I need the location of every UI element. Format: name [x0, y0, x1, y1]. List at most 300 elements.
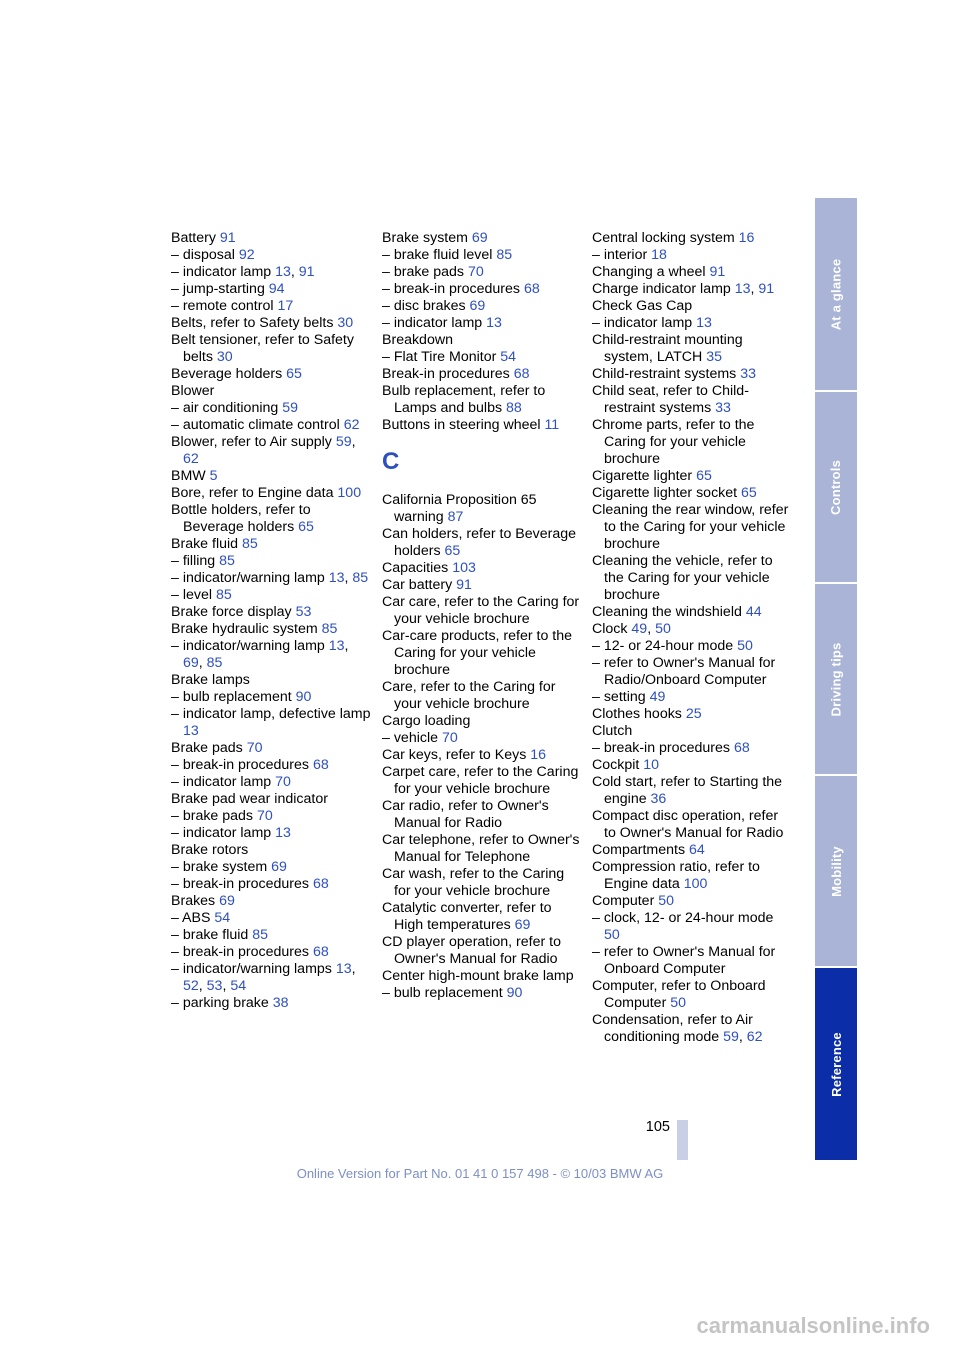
index-entry [171, 774, 371, 791]
index-term: Condensation, refer to Air conditioning mode [592, 1012, 753, 1045]
page-reference-link[interactable]: 13 [328, 570, 345, 586]
index-term: – break-in procedures [171, 876, 313, 892]
page-reference-link[interactable]: 38 [272, 995, 289, 1011]
index-term: – indicator/warning lamp [171, 638, 329, 654]
page-reference-link[interactable]: 65 [286, 366, 302, 382]
index-entry [171, 536, 371, 553]
index-term: California Proposition 65 warning [382, 492, 537, 525]
page-reference-link[interactable]: 59 [723, 1029, 739, 1045]
index-term: – break-in procedures [592, 740, 734, 756]
index-term: – air conditioning [171, 400, 283, 416]
index-term: Computer, refer to Onboard Computer [592, 978, 766, 1011]
index-term: Cargo loading [382, 713, 471, 729]
index-entry [382, 866, 582, 900]
page-reference-link[interactable]: 69 [183, 655, 199, 671]
index-term: – interior [592, 247, 652, 263]
index-entry [382, 366, 582, 383]
index-entry: – indicator/warning lamp 13, 69, 85 [171, 638, 349, 671]
page-reference-link[interactable]: 49 [649, 689, 666, 705]
page-reference-link[interactable]: 5 [209, 468, 218, 484]
index-letter-heading: C [382, 448, 400, 475]
page-reference-link[interactable]: 87 [447, 509, 464, 525]
page-reference-link[interactable]: 64 [688, 842, 705, 858]
page-reference-link[interactable]: 25 [685, 706, 702, 722]
index-column-2 [382, 230, 582, 1002]
page-reference-link[interactable]: 85 [219, 553, 235, 569]
tab-label: Reference [828, 1031, 844, 1097]
page-reference-link[interactable]: 62 [183, 451, 199, 467]
page-reference-link[interactable]: 100 [683, 876, 708, 892]
page-reference-link[interactable]: 69 [514, 917, 531, 933]
tab-at-a-glance[interactable] [815, 198, 857, 390]
page-number: 105 [645, 1119, 670, 1135]
index-term: Compression ratio, refer to Engine data [592, 859, 760, 892]
index-term: Buttons in steering wheel [382, 417, 545, 433]
index-entry [382, 730, 582, 747]
index-term: Battery [171, 230, 220, 246]
index-entry [592, 485, 792, 502]
index-entry [382, 679, 582, 713]
index-entry [171, 757, 371, 774]
index-entry [171, 281, 371, 298]
page-reference-link[interactable]: 68 [312, 757, 329, 773]
index-term: Brakes [171, 893, 220, 909]
index-term: – break-in procedures [171, 944, 313, 960]
page-reference-link[interactable]: 53 [295, 604, 312, 620]
index-entry [382, 934, 582, 968]
page-reference-link[interactable]: 50 [604, 927, 620, 943]
index-entry [382, 247, 582, 264]
page-reference-link[interactable]: 70 [246, 740, 263, 756]
page-reference-link[interactable]: 70 [275, 774, 291, 790]
page-reference-link[interactable]: 13 [328, 638, 345, 654]
index-term: Cleaning the vehicle, refer to the Caring for your vehicle brochure [592, 553, 773, 603]
index-entry [382, 747, 582, 764]
tab-reference[interactable] [815, 968, 857, 1160]
page-reference-link[interactable]: 88 [506, 400, 522, 416]
index-term: – level [171, 587, 216, 603]
index-term: – clock, 12- or 24-hour mode [592, 910, 774, 926]
index-term: – indicator/warning lamps [171, 961, 336, 977]
page-reference-link[interactable]: 85 [206, 655, 223, 671]
index-term: Child-restraint systems [592, 366, 741, 382]
index-entry [382, 798, 582, 832]
section-tabs [815, 198, 857, 1160]
page-reference-link[interactable]: 91 [758, 281, 775, 297]
index-term: – filling [171, 553, 220, 569]
index-entry [382, 315, 582, 332]
index-entry [382, 560, 582, 577]
index-entry [592, 264, 792, 281]
index-term: CD player operation, refer to Owner's Manual for Radio [382, 934, 562, 967]
page-reference-link[interactable]: 68 [523, 281, 540, 297]
index-entry [382, 349, 582, 366]
index-entry [382, 968, 582, 985]
index-term: Break-in procedures [382, 366, 514, 382]
index-term: Cigarette lighter socket [592, 485, 742, 501]
page-reference-link[interactable]: 85 [241, 536, 258, 552]
index-entry [171, 332, 371, 366]
index-term: BMW [171, 468, 210, 484]
index-entry [592, 893, 792, 910]
tab-label: Controls [828, 459, 844, 515]
index-entry [592, 332, 792, 366]
index-term: – break-in procedures [171, 757, 313, 773]
index-entry [382, 577, 582, 594]
index-entry [592, 774, 792, 808]
index-term: – indicator lamp [171, 264, 276, 280]
page-reference-link[interactable]: 13 [275, 264, 291, 280]
index-term: Brake pads [171, 740, 247, 756]
index-entry: Condensation, refer to Air conditioning mode 59, 62 [592, 1012, 763, 1045]
index-term: Cleaning the windshield [592, 604, 746, 620]
page-reference-link[interactable]: 69 [469, 298, 486, 314]
index-entry [171, 366, 371, 383]
index-entry [592, 859, 792, 893]
index-entry: – indicator lamp 13, 91 [171, 264, 315, 280]
index-term: Cold start, refer to Starting the engine [592, 774, 783, 807]
index-entry [171, 621, 371, 638]
index-term: – jump-starting [171, 281, 269, 297]
page-reference-link[interactable]: 62 [746, 1029, 763, 1045]
index-term: – brake pads [382, 264, 468, 280]
page-reference-link[interactable]: 70 [256, 808, 273, 824]
page-reference-link[interactable]: 50 [658, 893, 675, 909]
index-entry [382, 594, 582, 628]
page-reference-link[interactable]: 18 [651, 247, 667, 263]
page-reference-link[interactable]: 54 [214, 910, 231, 926]
page-reference-link[interactable]: 85 [496, 247, 513, 263]
index-term: Brake fluid [171, 536, 242, 552]
page-reference-link[interactable]: 69 [219, 893, 235, 909]
index-entry [382, 713, 582, 730]
page-reference-link[interactable]: 13 [734, 281, 751, 297]
index-entry [171, 842, 371, 859]
watermark: carmanualsonline.info [696, 1313, 930, 1338]
index-column-1 [171, 230, 371, 1012]
index-entry [171, 383, 371, 400]
index-entry [171, 400, 371, 417]
page-reference-link[interactable]: 62 [343, 417, 360, 433]
index-term: – brake system [171, 859, 272, 875]
index-entry [171, 927, 371, 944]
index-term: Cleaning the rear window, refer to the Caring for your vehicle brochure [592, 502, 789, 552]
index-term: Compact disc operation, refer to Owner's Manual for Radio [592, 808, 784, 841]
tab-label: Driving tips [828, 642, 844, 716]
index-term: Bore, refer to Engine data [171, 485, 338, 501]
index-entry [382, 298, 582, 315]
index-term: Bulb replacement, refer to Lamps and bulbs [382, 383, 546, 416]
index-term: – indicator lamp [171, 774, 276, 790]
page-reference-link[interactable]: 68 [733, 740, 750, 756]
index-entry [382, 832, 582, 866]
page-reference-link[interactable]: 54 [230, 978, 247, 994]
index-entry [171, 689, 371, 706]
page-reference-link[interactable]: 59 [282, 400, 298, 416]
page-reference-link[interactable]: 65 [696, 468, 712, 484]
page-reference-link[interactable]: 65 [444, 543, 461, 559]
tab-mobility[interactable] [815, 776, 857, 966]
index-term: – brake pads [171, 808, 257, 824]
index-term: Breakdown [382, 332, 453, 348]
index-entry [382, 526, 582, 560]
page-reference-link[interactable]: 70 [441, 730, 458, 746]
page-reference-link[interactable]: 65 [741, 485, 757, 501]
index-entry [382, 230, 582, 247]
index-term: Car telephone, refer to Owner's Manual for Telephone [382, 832, 580, 865]
index-entry [592, 842, 792, 859]
index-term: Brake rotors [171, 842, 249, 858]
index-term: Child seat, refer to Child-restraint systems [592, 383, 749, 416]
index-entry [171, 995, 371, 1012]
page-reference-link[interactable]: 13 [696, 315, 712, 331]
index-term: Care, refer to the Caring for your vehicle brochure [382, 679, 556, 712]
index-entry [592, 468, 792, 485]
index-entry [592, 723, 792, 740]
index-term: Cigarette lighter [592, 468, 697, 484]
index-term: – vehicle [382, 730, 442, 746]
tab-driving-tips[interactable] [815, 584, 857, 774]
index-entry [171, 876, 371, 893]
index-entry [382, 492, 582, 526]
index-term: Belt tensioner, refer to Safety belts [171, 332, 354, 365]
index-entry: – indicator/warning lamp 13, 85 [171, 570, 369, 586]
index-entry [171, 298, 371, 315]
index-entry [171, 740, 371, 757]
index-term: – brake fluid [171, 927, 253, 943]
index-term: – disposal [171, 247, 239, 263]
index-term: Clock [592, 621, 632, 637]
index-entry [592, 298, 792, 315]
index-term: Compartments [592, 842, 689, 858]
page-reference-link[interactable]: 30 [337, 315, 354, 331]
index-term: – refer to Owner's Manual for Onboard Computer [592, 944, 776, 977]
page-reference-link[interactable]: 30 [216, 349, 233, 365]
index-entry [171, 893, 371, 910]
page-reference-link[interactable]: 49 [631, 621, 648, 637]
index-term: Brake hydraulic system [171, 621, 322, 637]
index-term: – indicator lamp [592, 315, 697, 331]
index-term: Bottle holders, refer to Beverage holders [171, 502, 311, 535]
index-entry [592, 315, 792, 332]
index-entry [171, 468, 371, 485]
index-entry [592, 417, 792, 468]
index-term: Blower [171, 383, 215, 399]
index-entry [382, 985, 582, 1002]
index-term: Clutch [592, 723, 633, 739]
footer-note: Online Version for Part No. 01 41 0 157 498 - © 10/03 BMW AG [296, 1166, 664, 1181]
tab-controls[interactable] [815, 392, 857, 582]
index-entry [592, 604, 792, 621]
page-reference-link[interactable]: 11 [544, 417, 560, 433]
index-entry [382, 764, 582, 798]
index-term: Car battery [382, 577, 457, 593]
page-reference-link[interactable]: 50 [670, 995, 687, 1011]
index-term: Cockpit [592, 757, 644, 773]
index-term: – indicator lamp, defective lamp [171, 706, 371, 722]
index-entry [592, 910, 792, 944]
page-reference-link[interactable]: 52 [183, 978, 199, 994]
index-term: Clothes hooks [592, 706, 686, 722]
index-term: – brake fluid level [382, 247, 497, 263]
page-reference-link[interactable]: 69 [271, 859, 287, 875]
index-term: – bulb replacement [171, 689, 296, 705]
page-reference-link[interactable]: 59 [335, 434, 352, 450]
page-reference-link[interactable]: 13 [486, 315, 502, 331]
index-term: Changing a wheel [592, 264, 710, 280]
page-reference-link[interactable]: 16 [738, 230, 755, 246]
index-term: – ABS [171, 910, 215, 926]
page-reference-link[interactable]: 91 [219, 230, 236, 246]
index-entry [592, 230, 792, 247]
index-entry [592, 655, 792, 689]
page-reference-link[interactable]: 94 [268, 281, 285, 297]
index-term: – remote control [171, 298, 278, 314]
index-entry [592, 638, 792, 655]
index-entry [171, 825, 371, 842]
page-reference-link[interactable]: 17 [277, 298, 294, 314]
index-entry [592, 689, 792, 706]
page-reference-link[interactable]: 50 [655, 621, 671, 637]
index-term: – disc brakes [382, 298, 470, 314]
index-term: Chrome parts, refer to the Caring for your vehicle brochure [592, 417, 755, 467]
page-number-bar [677, 1120, 688, 1160]
index-term: – bulb replacement [382, 985, 507, 1001]
index-entry [592, 978, 792, 1012]
index-entry [171, 247, 371, 264]
index-term: Computer [592, 893, 659, 909]
index-entry [382, 264, 582, 281]
index-entry: Charge indicator lamp 13, 91 [592, 281, 775, 297]
index-term: Car keys, refer to Keys [382, 747, 531, 763]
index-term: – break-in procedures [382, 281, 524, 297]
page-reference-link[interactable]: 68 [312, 944, 329, 960]
index-entry [171, 485, 371, 502]
index-entry [382, 628, 582, 679]
index-term: Car care, refer to the Caring for your vehicle brochure [382, 594, 580, 627]
index-term: Blower, refer to Air supply [171, 434, 336, 450]
index-entry [382, 417, 582, 434]
page-reference-link[interactable]: 68 [513, 366, 530, 382]
index-term: – indicator lamp [171, 825, 276, 841]
index-term: – automatic climate control [171, 417, 344, 433]
index-term: Brake lamps [171, 672, 250, 688]
index-entry [171, 859, 371, 876]
index-term: Car radio, refer to Owner's Manual for Radio [382, 798, 549, 831]
index-entry [382, 332, 582, 349]
index-entry [592, 740, 792, 757]
index-term: – setting [592, 689, 650, 705]
page-reference-link[interactable]: 91 [709, 264, 726, 280]
index-term: Car wash, refer to the Caring for your vehicle brochure [382, 866, 565, 899]
page-reference-link[interactable]: 90 [506, 985, 523, 1001]
page-reference-link[interactable]: 85 [215, 587, 232, 603]
page-reference-link[interactable]: 54 [500, 349, 517, 365]
page-reference-link[interactable]: 44 [745, 604, 762, 620]
index-entry [592, 808, 792, 842]
page-reference-link[interactable]: 85 [321, 621, 338, 637]
index-entry [171, 791, 371, 808]
page-reference-link[interactable]: 13 [335, 961, 352, 977]
page-reference-link[interactable]: 90 [295, 689, 312, 705]
index-entry [171, 910, 371, 927]
page-reference-link[interactable]: 36 [650, 791, 667, 807]
index-entry [171, 417, 371, 434]
index-entry [592, 383, 792, 417]
index-entry [171, 706, 371, 740]
page-reference-link[interactable]: 53 [206, 978, 223, 994]
index-entry: – indicator/warning lamps 13, 52, 53, 54 [171, 961, 356, 994]
index-entry [171, 944, 371, 961]
page-reference-link[interactable]: 33 [715, 400, 731, 416]
page-reference-link[interactable]: 70 [467, 264, 484, 280]
index-entry [592, 502, 792, 553]
index-term: – parking brake [171, 995, 273, 1011]
page-reference-link[interactable]: 16 [530, 747, 547, 763]
index-entry [382, 383, 582, 417]
page-reference-link[interactable]: 100 [337, 485, 362, 501]
index-entry [171, 587, 371, 604]
index-term: Carpet care, refer to the Caring for your vehicle brochure [382, 764, 579, 797]
index-term: Brake pad wear indicator [171, 791, 328, 807]
index-term: – refer to Owner's Manual for Radio/Onboard Computer [592, 655, 776, 688]
index-entry [592, 553, 792, 604]
index-term: – Flat Tire Monitor [382, 349, 501, 365]
index-term: – indicator/warning lamp [171, 570, 329, 586]
index-entry [592, 944, 792, 978]
index-term: Brake system [382, 230, 472, 246]
index-entry: Blower, refer to Air supply 59, 62 [171, 434, 356, 467]
index-term: Car-care products, refer to the Caring for your vehicle brochure [382, 628, 573, 678]
tab-label: Mobility [828, 845, 844, 897]
page-reference-link[interactable]: 91 [456, 577, 472, 593]
index-entry [171, 553, 371, 570]
page-reference-link[interactable]: 65 [298, 519, 314, 535]
index-entry [171, 604, 371, 621]
index-entry [382, 900, 582, 934]
index-entry [171, 672, 371, 689]
page-reference-link[interactable]: 103 [452, 560, 476, 576]
page-reference-link[interactable]: 68 [312, 876, 329, 892]
page-reference-link[interactable]: 85 [252, 927, 269, 943]
index-entry [171, 230, 371, 247]
index-entry [592, 366, 792, 383]
page-reference-link[interactable]: 33 [740, 366, 756, 382]
index-entry [382, 281, 582, 298]
tab-label: At a glance [828, 258, 844, 330]
index-entry [171, 315, 371, 332]
page-reference-link[interactable]: 10 [643, 757, 660, 773]
page-reference-link[interactable]: 92 [238, 247, 255, 263]
index-column-3 [592, 230, 792, 1046]
page-reference-link[interactable]: 69 [471, 230, 488, 246]
page-reference-link[interactable]: 35 [706, 349, 722, 365]
index-term: Capacities [382, 560, 453, 576]
page-reference-link[interactable]: 85 [352, 570, 369, 586]
index-term: Can holders, refer to Beverage holders [382, 526, 577, 559]
index-term: Center high-mount brake lamp [382, 968, 574, 984]
index-term: Belts, refer to Safety belts [171, 315, 338, 331]
page-reference-link[interactable]: 13 [183, 723, 199, 739]
page-reference-link[interactable]: 13 [275, 825, 291, 841]
index-term: – 12- or 24-hour mode [592, 638, 738, 654]
index-term: Beverage holders [171, 366, 287, 382]
index-entry [592, 757, 792, 774]
index-entry [592, 706, 792, 723]
page-reference-link[interactable]: 50 [737, 638, 753, 654]
index-term: Catalytic converter, refer to High temperatures [382, 900, 552, 933]
page-reference-link[interactable]: 91 [298, 264, 315, 280]
